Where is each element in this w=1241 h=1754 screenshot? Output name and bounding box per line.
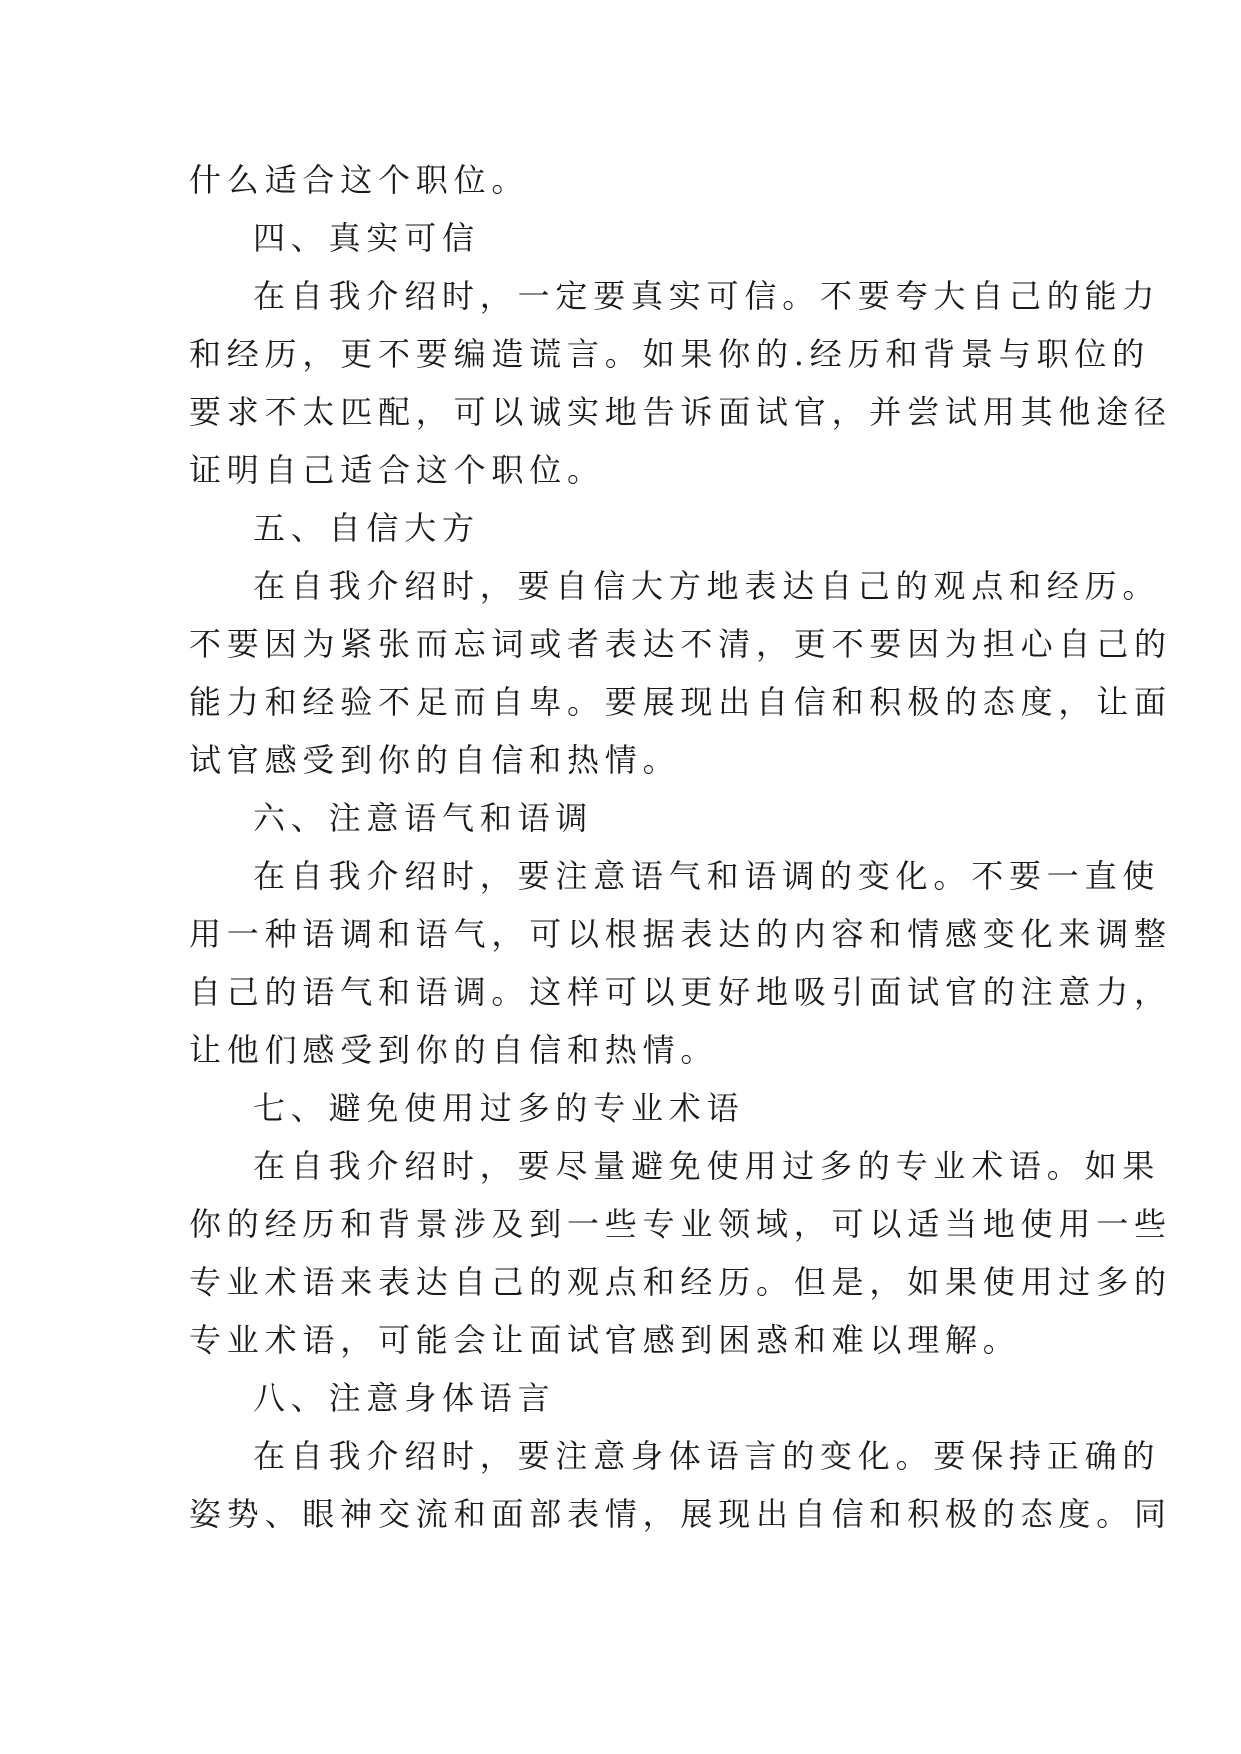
text-line: 姿势、眼神交流和面部表情，展现出自信和积极的态度。同: [189, 1495, 1172, 1533]
text-line: 在自我介绍时，要注意语气和语调的变化。不要一直使: [253, 857, 1161, 895]
section-heading: 六、注意语气和语调: [253, 799, 594, 837]
text-line: 你的经历和背景涉及到一些专业领域，可以适当地使用一些: [189, 1205, 1172, 1243]
text-line: 专业术语，可能会让面试官感到困惑和难以理解。: [189, 1321, 1021, 1359]
text-line: 让他们感受到你的自信和热情。: [189, 1031, 719, 1069]
text-line: 什么适合这个职位。: [189, 161, 530, 199]
section-heading: 五、自信大方: [253, 509, 480, 547]
section-heading: 七、避免使用过多的专业术语: [253, 1089, 745, 1127]
text-line: 专业术语来表达自己的观点和经历。但是，如果使用过多的: [189, 1263, 1172, 1301]
text-line: 在自我介绍时，要注意身体语言的变化。要保持正确的: [253, 1437, 1161, 1475]
text-line: 在自我介绍时，要自信大方地表达自己的观点和经历。: [253, 567, 1161, 605]
text-line: 用一种语调和语气，可以根据表达的内容和情感变化来调整: [189, 915, 1172, 953]
text-line: 和经历，更不要编造谎言。如果你的.经历和背景与职位的: [189, 335, 1150, 373]
section-heading: 八、注意身体语言: [253, 1379, 556, 1417]
text-line: 要求不太匹配，可以诚实地告诉面试官，并尝试用其他途径: [189, 393, 1172, 431]
document-body: [189, 151, 1172, 1543]
text-line: 试官感受到你的自信和热情。: [189, 741, 681, 779]
text-line: 自己的语气和语调。这样可以更好地吸引面试官的注意力，: [189, 973, 1172, 1011]
text-line: 在自我介绍时，一定要真实可信。不要夸大自己的能力: [253, 277, 1161, 315]
text-line: 能力和经验不足而自卑。要展现出自信和积极的态度，让面: [189, 683, 1172, 721]
text-line: 在自我介绍时，要尽量避免使用过多的专业术语。如果: [253, 1147, 1161, 1185]
text-line: 不要因为紧张而忘词或者表达不清，更不要因为担心自己的: [189, 625, 1172, 663]
section-heading: 四、真实可信: [253, 219, 480, 257]
text-line: 证明自己适合这个职位。: [189, 451, 605, 489]
